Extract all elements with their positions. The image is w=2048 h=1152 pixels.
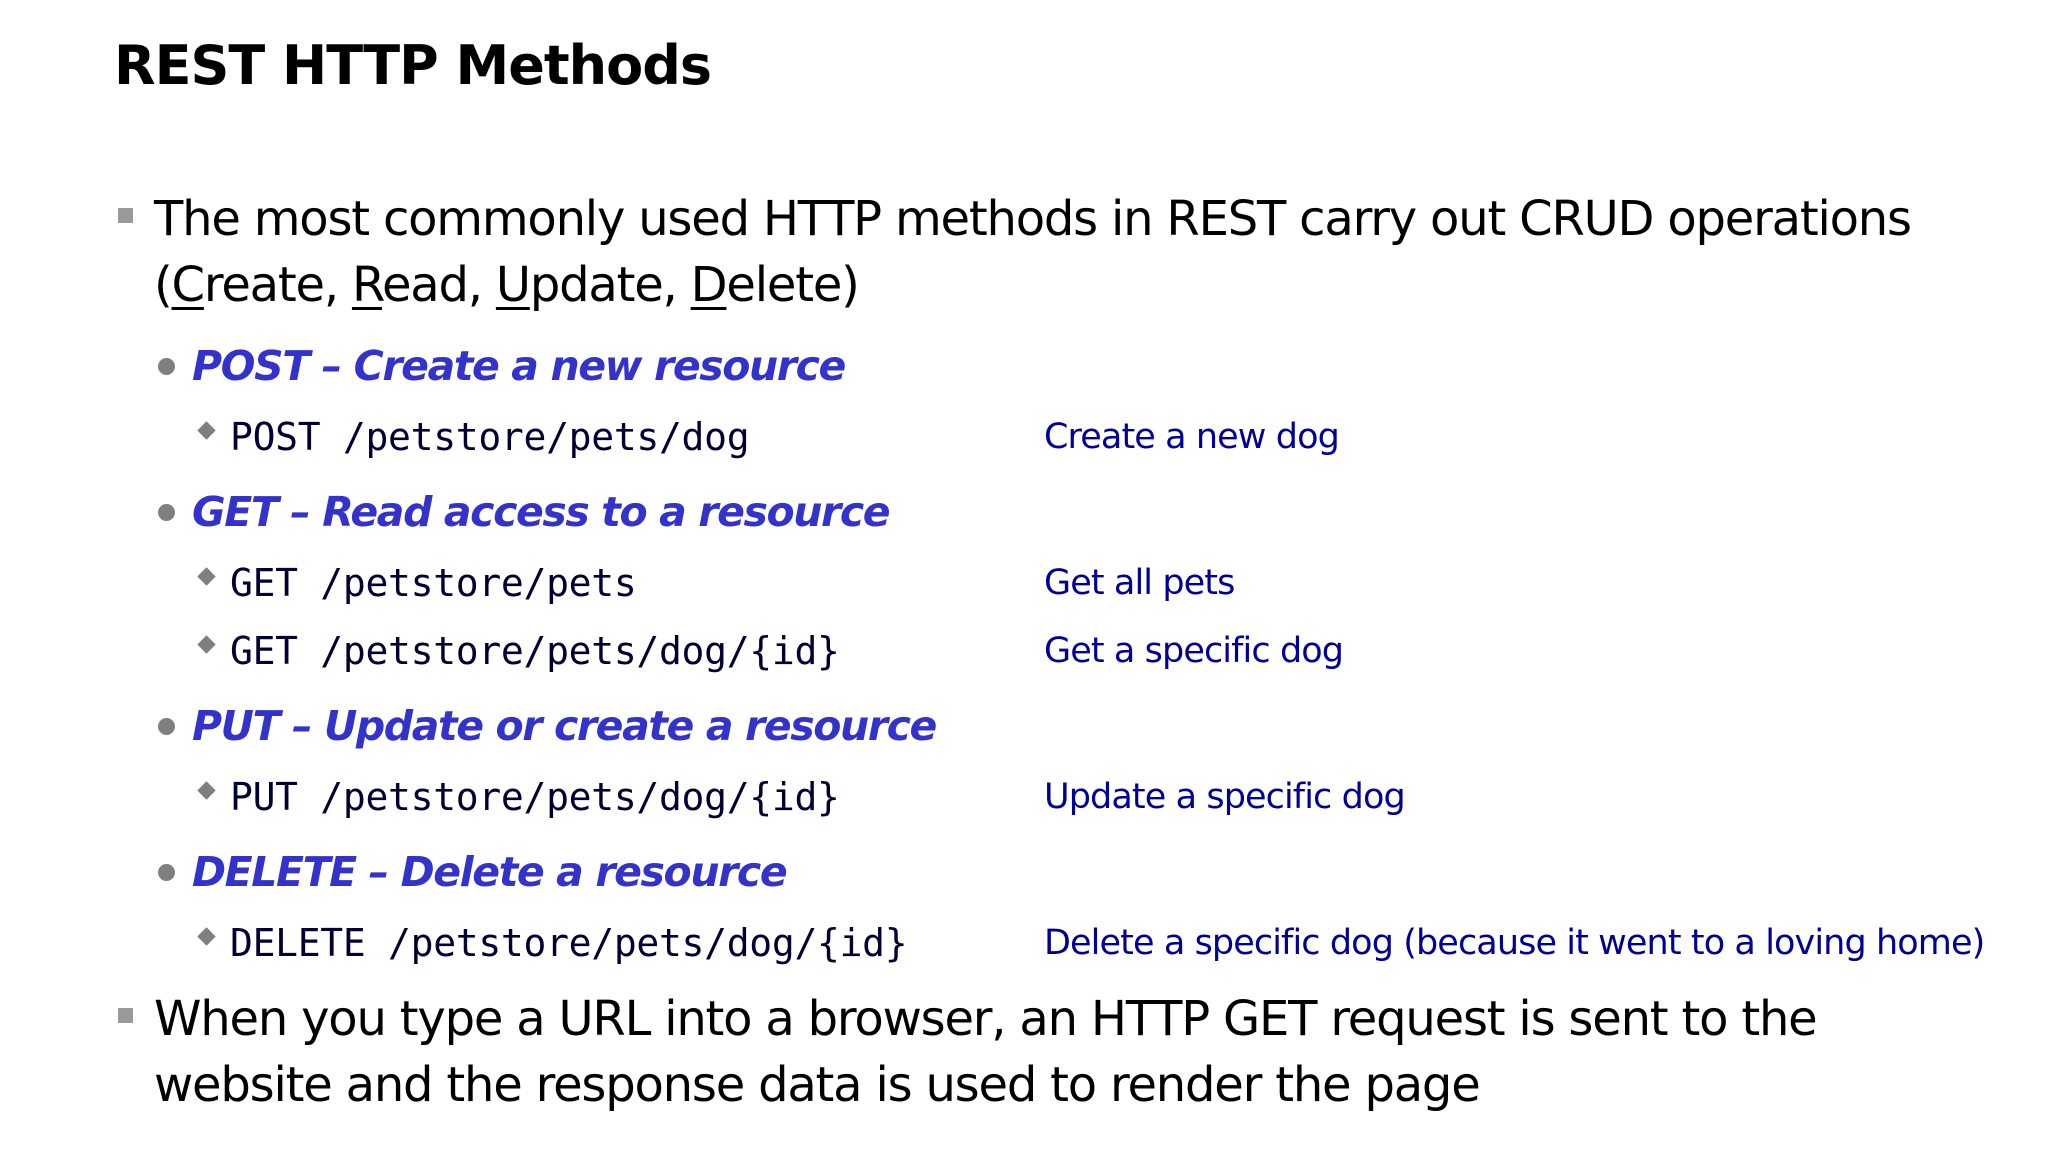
round-bullet-icon [158, 718, 175, 735]
example-code: DELETE /petstore/pets/dog/{id} [230, 921, 908, 965]
slide-title: REST HTTP Methods [114, 34, 711, 97]
outro-line-2: website and the response data is used to render the page [154, 1057, 1480, 1113]
outro-line-1: When you type a URL into a browser, an HTTP GET request is sent to the [154, 991, 1817, 1047]
crud-read-rest: ead, [381, 257, 496, 313]
example-description: Create a new dog [1044, 417, 1339, 457]
crud-r: R [351, 257, 382, 313]
diamond-bullet-icon [197, 635, 215, 653]
round-bullet-icon [158, 358, 175, 375]
diamond-bullet-icon [197, 927, 215, 945]
diamond-bullet-icon [197, 567, 215, 585]
method-heading-text: PUT – Update or create a resource [192, 702, 936, 750]
example-code: GET /petstore/pets [230, 561, 637, 605]
square-bullet-icon [118, 208, 133, 223]
example-code: GET /petstore/pets/dog/{id} [230, 629, 840, 673]
diamond-bullet-icon [197, 781, 215, 799]
method-heading-text: DELETE – Delete a resource [192, 848, 787, 896]
paren-open: ( [154, 257, 172, 313]
example-description: Get all pets [1044, 563, 1235, 603]
example-code: POST /petstore/pets/dog [230, 415, 750, 459]
crud-c: C [171, 257, 204, 313]
example-description: Update a specific dog [1044, 777, 1405, 817]
crud-delete-rest: elete) [726, 257, 859, 313]
method-heading-text: GET – Read access to a resource [192, 488, 890, 536]
round-bullet-icon [158, 504, 175, 521]
crud-create-rest: reate, [203, 257, 352, 313]
crud-d: D [690, 257, 727, 313]
intro-line-1: The most commonly used HTTP methods in REST carry out CRUD operations [154, 191, 1911, 247]
crud-u: U [495, 257, 530, 313]
method-heading-text: POST – Create a new resource [192, 342, 845, 390]
intro-line-2 [154, 252, 859, 318]
square-bullet-icon [118, 1008, 133, 1023]
example-description: Get a specific dog [1044, 631, 1344, 671]
diamond-bullet-icon [197, 421, 215, 439]
example-description: Delete a specific dog (because it went to a loving home) [1044, 923, 1985, 963]
crud-update-rest: pdate, [529, 257, 691, 313]
example-code: PUT /petstore/pets/dog/{id} [230, 775, 840, 819]
round-bullet-icon [158, 864, 175, 881]
